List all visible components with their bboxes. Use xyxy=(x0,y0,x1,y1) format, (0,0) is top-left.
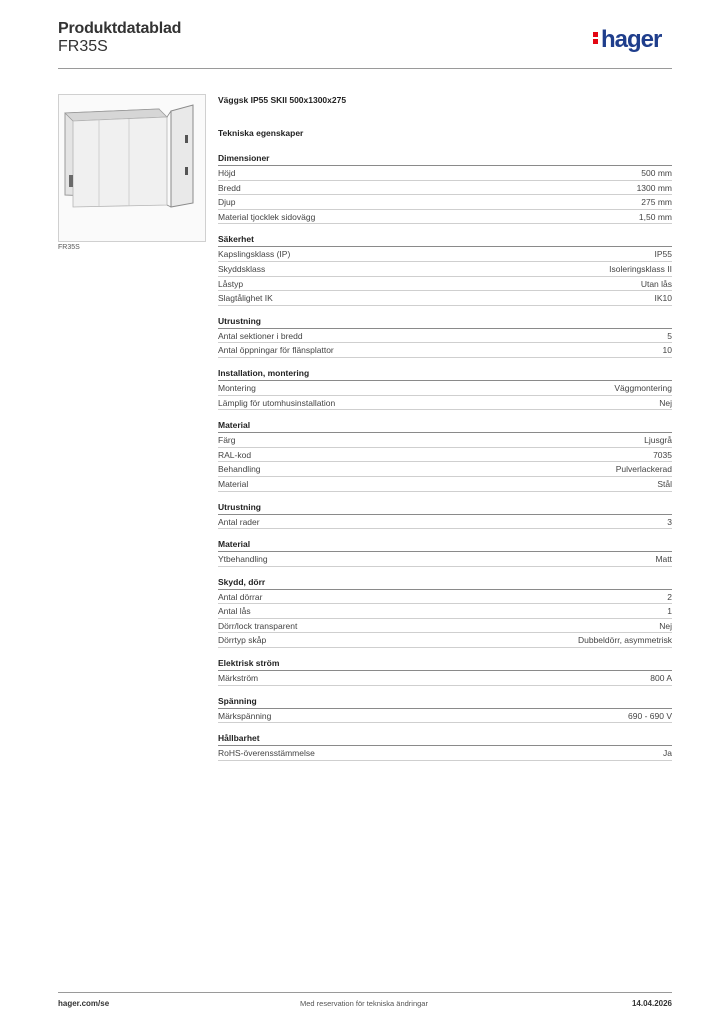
section-title: Dimensioner xyxy=(218,152,672,166)
spec-section xyxy=(218,367,672,410)
spec-label: Kapslingsklass (IP) xyxy=(218,249,291,260)
spec-section xyxy=(218,152,672,224)
spec-value: Ja xyxy=(663,748,672,759)
section-title: Material xyxy=(218,419,672,433)
spec-value: 5 xyxy=(667,330,672,341)
spec-value: 275 mm xyxy=(641,197,672,208)
spec-row xyxy=(218,552,672,567)
spec-row xyxy=(218,329,672,344)
spec-label: Antal lås xyxy=(218,606,251,617)
spec-value: 10 xyxy=(662,345,672,356)
spec-label: RAL-kod xyxy=(218,449,252,460)
spec-section xyxy=(218,501,672,530)
cabinet-product-image xyxy=(58,94,206,242)
spec-label: Material tjocklek sidovägg xyxy=(218,211,316,222)
spec-section xyxy=(218,657,672,686)
spec-label: Dörrtyp skåp xyxy=(218,635,267,646)
section-title: Installation, montering xyxy=(218,367,672,381)
header-divider xyxy=(58,68,672,69)
section-title: Utrustning xyxy=(218,315,672,329)
spec-row xyxy=(218,210,672,225)
spec-section xyxy=(218,732,672,761)
spec-row xyxy=(218,181,672,196)
spec-label: Färg xyxy=(218,435,236,446)
spec-section xyxy=(218,419,672,491)
spec-value: Pulverlackerad xyxy=(615,464,672,475)
spec-row xyxy=(218,709,672,724)
spec-value: 1300 mm xyxy=(636,182,672,193)
spec-row xyxy=(218,746,672,761)
spec-label: Behandling xyxy=(218,464,261,475)
spec-label: Antal rader xyxy=(218,516,260,527)
section-title: Material xyxy=(218,538,672,552)
spec-value: Isoleringsklass II xyxy=(609,263,672,274)
spec-row xyxy=(218,166,672,181)
spec-value: 1,50 mm xyxy=(638,211,672,222)
section-main-heading: Tekniska egenskaper xyxy=(218,128,304,138)
footer-divider xyxy=(58,992,672,993)
section-title: Elektrisk ström xyxy=(218,657,672,671)
spec-row xyxy=(218,247,672,262)
spec-value: Väggmontering xyxy=(614,382,672,393)
spec-row xyxy=(218,619,672,634)
spec-label: RoHS-överensstämmelse xyxy=(218,748,315,759)
spec-label: Märkspänning xyxy=(218,710,272,721)
spec-row xyxy=(218,396,672,411)
spec-label: Montering xyxy=(218,382,256,393)
spec-value: 1 xyxy=(667,606,672,617)
footer-website: hager.com/se xyxy=(58,999,110,1008)
spec-label: Höjd xyxy=(218,168,236,178)
spec-row xyxy=(218,381,672,396)
spec-row xyxy=(218,477,672,492)
spec-row xyxy=(218,262,672,277)
cabinet-icon xyxy=(59,95,205,241)
spec-sections xyxy=(218,152,672,761)
spec-row xyxy=(218,590,672,605)
spec-section xyxy=(218,695,672,724)
spec-row xyxy=(218,515,672,530)
spec-value: Dubbeldörr, asymmetrisk xyxy=(577,635,672,646)
spec-value: Ljusgrå xyxy=(644,435,672,446)
hager-logo xyxy=(593,26,661,54)
page-title: Produktdatablad xyxy=(58,20,182,37)
spec-section xyxy=(218,538,672,567)
spec-section xyxy=(218,576,672,648)
spec-label: Låstyp xyxy=(218,278,244,289)
spec-value: Utan lås xyxy=(640,278,672,289)
spec-label: Dörr/lock transparent xyxy=(218,620,298,631)
spec-value: Matt xyxy=(655,554,672,565)
spec-label: Antal öppningar för flänsplattor xyxy=(218,345,334,356)
spec-value: IK10 xyxy=(654,293,672,304)
spec-label: Slagtålighet IK xyxy=(218,293,273,304)
spec-content xyxy=(218,95,672,770)
spec-row xyxy=(218,277,672,292)
spec-value: 2 xyxy=(667,591,672,602)
spec-label: Märkström xyxy=(218,673,259,684)
spec-row xyxy=(218,448,672,463)
spec-row xyxy=(218,343,672,358)
spec-row xyxy=(218,291,672,306)
spec-label: Ytbehandling xyxy=(218,554,268,565)
spec-label: Material xyxy=(218,478,249,489)
spec-section xyxy=(218,233,672,305)
logo-text: hager xyxy=(601,26,662,53)
section-title: Skydd, dörr xyxy=(218,576,672,590)
spec-label: Djup xyxy=(218,197,236,208)
section-title: Säkerhet xyxy=(218,233,672,247)
spec-value: Stål xyxy=(657,478,672,489)
spec-row xyxy=(218,195,672,210)
section-title: Utrustning xyxy=(218,501,672,515)
section-title: Spänning xyxy=(218,695,672,709)
spec-value: 500 mm xyxy=(641,168,672,178)
section-title: Hållbarhet xyxy=(218,732,672,746)
footer-disclaimer: Med reservation för tekniska ändringar xyxy=(300,999,428,1008)
spec-value: 690 - 690 V xyxy=(628,710,672,721)
product-code: FR35S xyxy=(58,38,108,55)
footer-date: 14.04.2026 xyxy=(631,999,672,1008)
spec-value: Nej xyxy=(659,397,672,408)
spec-row xyxy=(218,604,672,619)
spec-value: 7035 xyxy=(653,449,672,460)
spec-value: 3 xyxy=(667,516,672,527)
spec-value: IP55 xyxy=(654,249,672,260)
spec-label: Skyddsklass xyxy=(218,263,266,274)
spec-section xyxy=(218,315,672,358)
spec-row xyxy=(218,433,672,448)
spec-label: Antal sektioner i bredd xyxy=(218,330,303,341)
spec-row xyxy=(218,633,672,648)
spec-value: 800 A xyxy=(650,673,672,684)
spec-row xyxy=(218,671,672,686)
image-caption: FR35S xyxy=(58,244,80,251)
spec-label: Bredd xyxy=(218,182,241,193)
spec-label: Antal dörrar xyxy=(218,591,263,602)
logo-dots-icon xyxy=(593,30,599,46)
spec-value: Nej xyxy=(659,620,672,631)
spec-row xyxy=(218,462,672,477)
product-name: Väggsk IP55 SKII 500x1300x275 xyxy=(218,95,347,105)
spec-label: Lämplig för utomhusinstallation xyxy=(218,397,336,408)
